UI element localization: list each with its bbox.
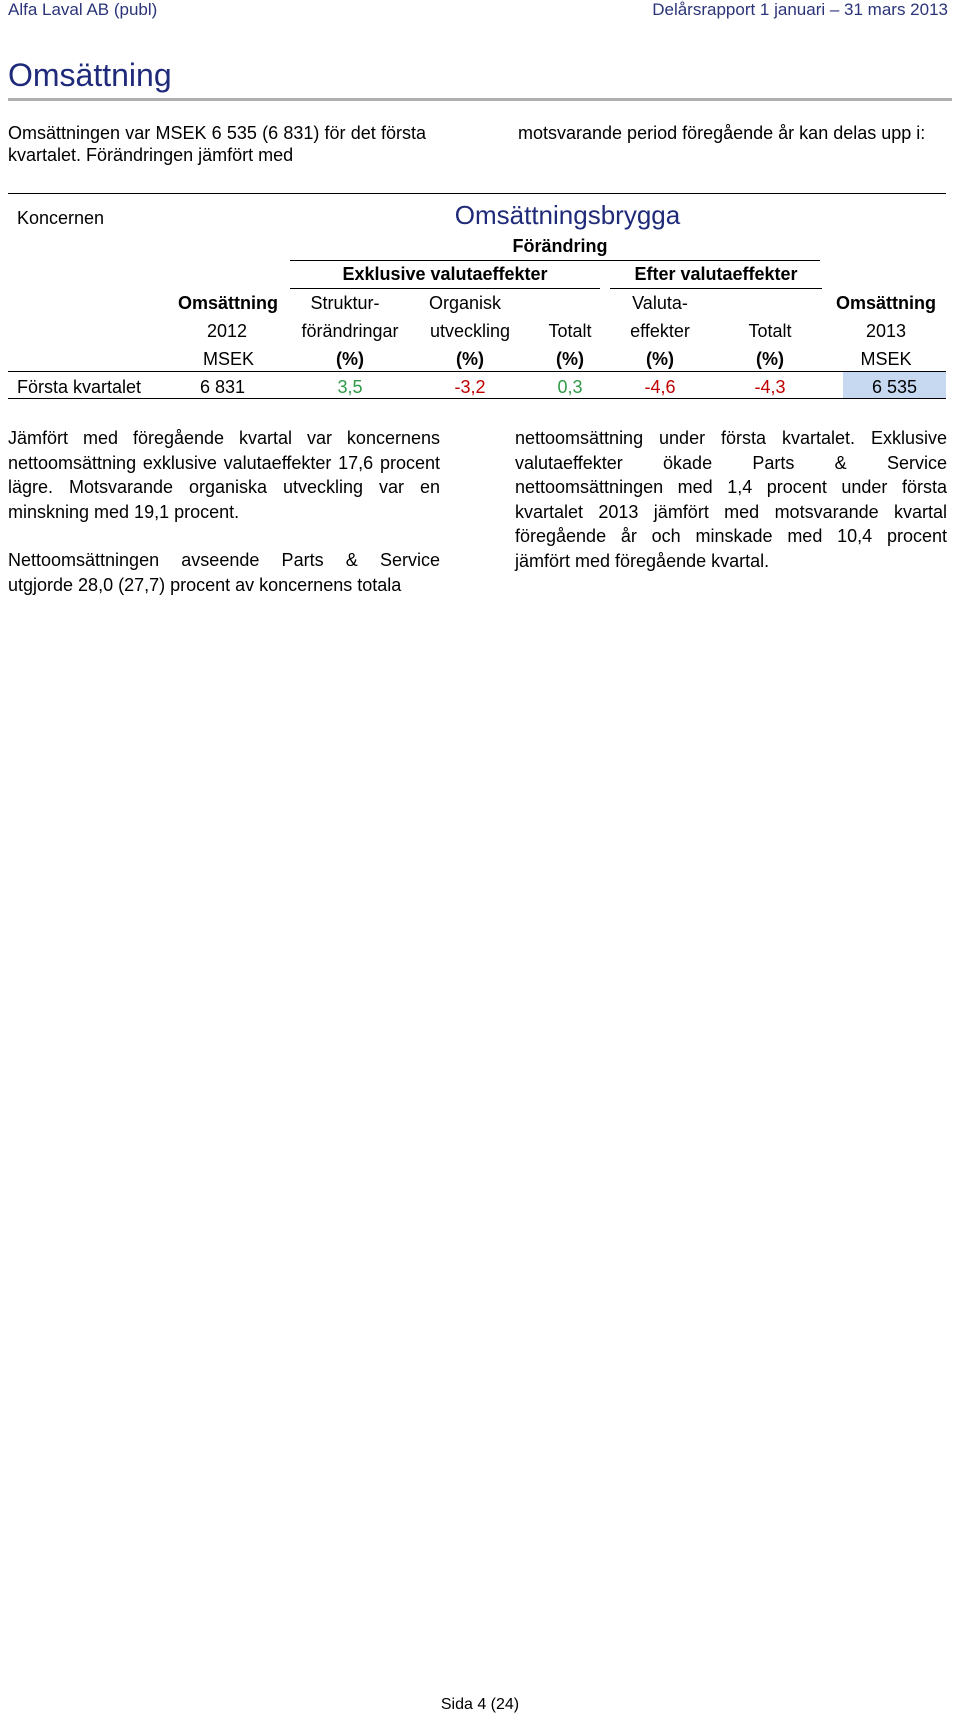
col-oms2012-h2: 2012 xyxy=(206,321,247,341)
section-title: Omsättning xyxy=(8,57,172,93)
cell-totalt2: -4,3 xyxy=(754,377,786,397)
col-oms2013-h3: MSEK xyxy=(860,349,912,369)
col-totalt2-h3: (%) xyxy=(756,349,784,369)
report-title: Delårsrapport 1 januari – 31 mars 2013 xyxy=(652,0,948,19)
change-header: Förändring xyxy=(512,236,608,256)
cell-valuta: -4,6 xyxy=(644,377,676,397)
col-valuta-h3: (%) xyxy=(646,349,674,369)
section-heading xyxy=(8,52,952,101)
cell-oms2012: 6 831 xyxy=(200,377,246,397)
col-totalt1-h2: Totalt xyxy=(548,321,592,341)
cell-oms2013: 6 535 xyxy=(871,377,918,397)
paragraph: Jämfört med föregående kvartal var koncernens nettoomsättning exklusive valutaeffekter 17,6 procent lägre. Motsvarande organiska utveckling var en minskning med 19,1 procent. xyxy=(8,428,440,522)
cell-organisk: -3,2 xyxy=(454,377,486,397)
cell-totalt1: 0,3 xyxy=(557,377,583,397)
page-header xyxy=(8,0,948,22)
col-organisk-h1: Organisk xyxy=(428,293,502,313)
col-oms2013-h1: Omsättning xyxy=(835,293,936,313)
excl-fx-header: Exklusive valutaeffekter xyxy=(342,264,548,284)
bridge-title: Omsättningsbrygga xyxy=(454,200,681,230)
col-oms2012-h1: Omsättning xyxy=(177,293,278,313)
col-totalt2-h2: Totalt xyxy=(748,321,792,341)
col-totalt1-h3: (%) xyxy=(556,349,584,369)
after-fx-rule xyxy=(610,288,822,289)
page-number: Sida 4 (24) xyxy=(440,1696,520,1713)
group-label: Koncernen xyxy=(17,208,105,228)
body-column-left xyxy=(8,426,440,621)
row-label: Första kvartalet xyxy=(17,377,142,397)
intro-text-left: Omsättningen var MSEK 6 535 (6 831) för det första kvartalet. Förändringen jämfört med xyxy=(8,123,426,165)
row-bottom-rule xyxy=(8,398,946,399)
cell-struktur: 3,5 xyxy=(337,377,363,397)
paragraph: nettoomsättning under första kvartalet. Exklusive valutaeffekter ökade Parts & Service nettoomsättningen med 1,4 procent under första kvartalet 2013 jämfört med motsvarande kvartal föregående år och minskade med 10,4 procent jämfört med föregående kvartal. xyxy=(515,428,947,571)
company-name: Alfa Laval AB (publ) xyxy=(8,0,158,19)
col-struktur-h3: (%) xyxy=(336,349,364,369)
col-valuta-h2: effekter xyxy=(630,321,690,341)
paragraph: Nettoomsättningen avseende Parts & Service utgjorde 28,0 (27,7) procent av koncernens totala xyxy=(8,550,440,595)
col-organisk-h3: (%) xyxy=(456,349,484,369)
col-oms2012-h3: MSEK xyxy=(202,349,254,369)
row-top-rule xyxy=(8,371,946,372)
col-struktur-h2: förändringar xyxy=(301,321,399,341)
excl-fx-rule xyxy=(290,288,600,289)
col-struktur-h1: Struktur- xyxy=(310,293,380,313)
after-fx-header: Efter valutaeffekter xyxy=(634,264,798,284)
body-column-right xyxy=(515,426,947,597)
col-organisk-h2: utveckling xyxy=(429,321,511,341)
intro-text-right: motsvarande period föregående år kan delas upp i: xyxy=(518,123,926,143)
col-valuta-h1: Valuta- xyxy=(632,293,688,313)
change-rule xyxy=(290,260,820,261)
col-oms2013-h2: 2013 xyxy=(865,321,907,341)
table-top-rule xyxy=(8,193,946,194)
